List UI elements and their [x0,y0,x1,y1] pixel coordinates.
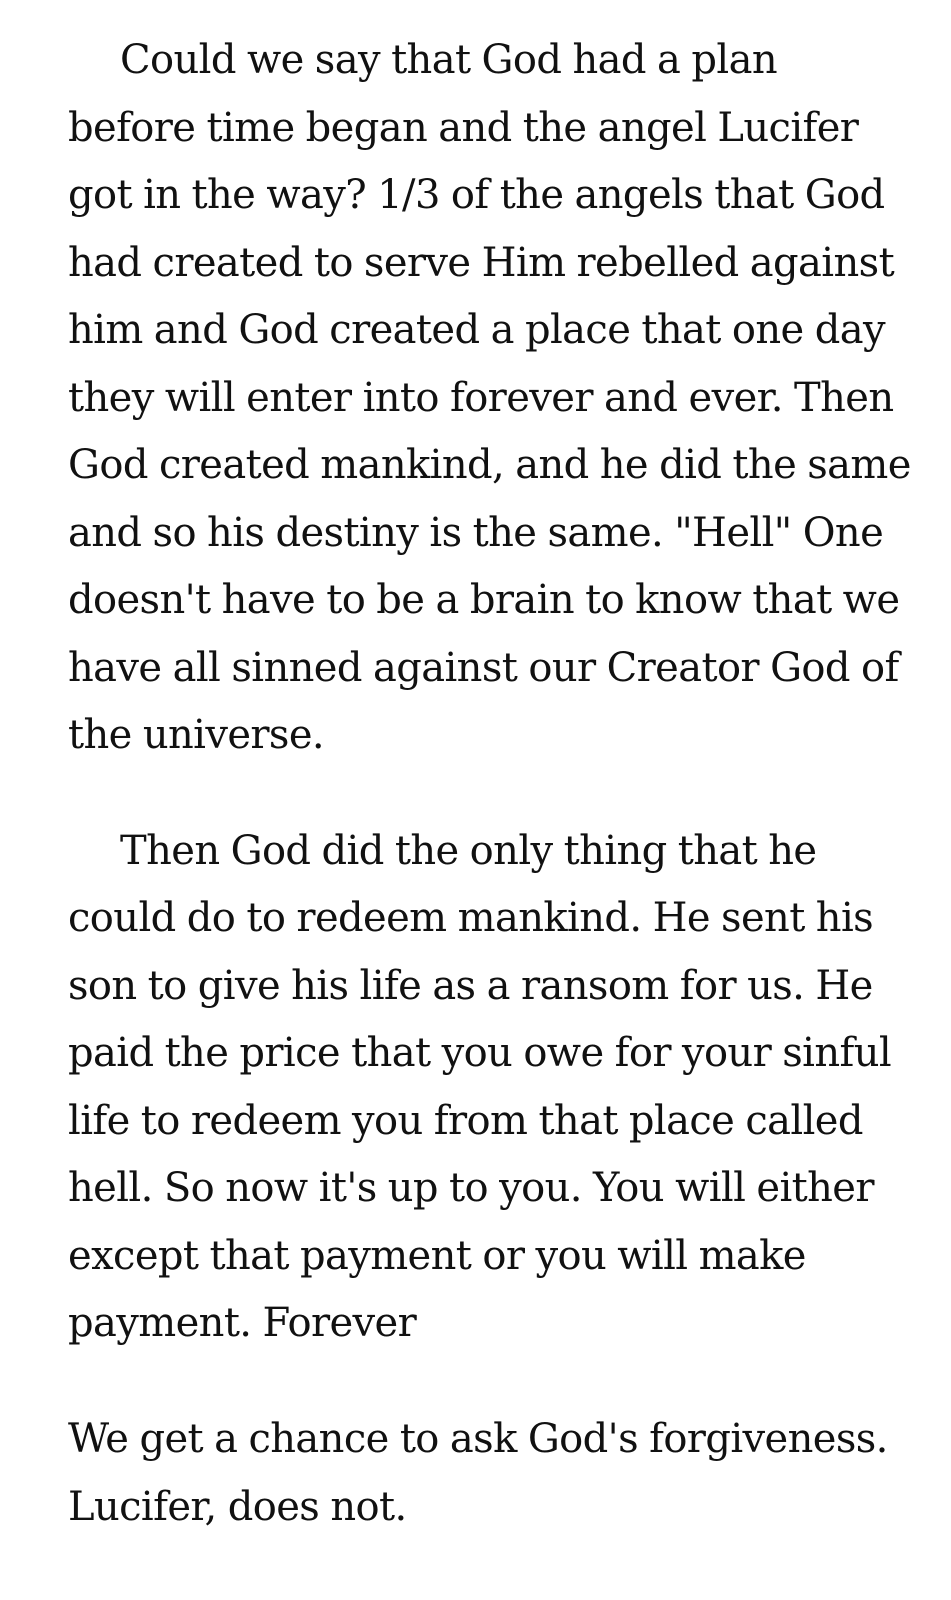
paragraph-line: the universe. [68,712,325,758]
paragraph-line: Could we say that God had a plan [120,37,778,83]
paragraph-line: son to give his life as a ransom for us. He [68,963,873,1009]
paragraph-line: could do to redeem mankind. He sent his [68,895,874,941]
paragraph-line: We get a chance to ask God's forgiveness. [68,1416,888,1462]
paragraph-line: doesn't have to be a brain to know that we [68,577,900,623]
paragraph-line: except that payment or you will make [68,1233,806,1279]
paragraph-line: hell. So now it's up to you. You will either [68,1165,874,1211]
paragraph-line: had created to serve Him rebelled against [68,240,895,286]
paragraph-line: payment. Forever [68,1300,417,1346]
paragraph-line: got in the way? 1/3 of the angels that God [68,172,885,218]
paragraph-line: him and God created a place that one day [68,307,885,353]
paragraph-line: have all sinned against our Creator God of [68,645,899,691]
paragraph-line: they will enter into forever and ever. Then [68,375,894,421]
paragraph-line: paid the price that you owe for your sinful [68,1030,892,1076]
paragraph-line: life to redeem you from that place called [68,1098,863,1144]
paragraph-line: before time began and the angel Lucifer [68,105,859,151]
paragraph-line: Then God did the only thing that he [120,828,817,874]
paragraph-line: and so his destiny is the same. "Hell" One [68,510,884,556]
paragraph-line: Lucifer, does not. [68,1484,407,1530]
paragraph-line: God created mankind, and he did the same [68,442,911,488]
